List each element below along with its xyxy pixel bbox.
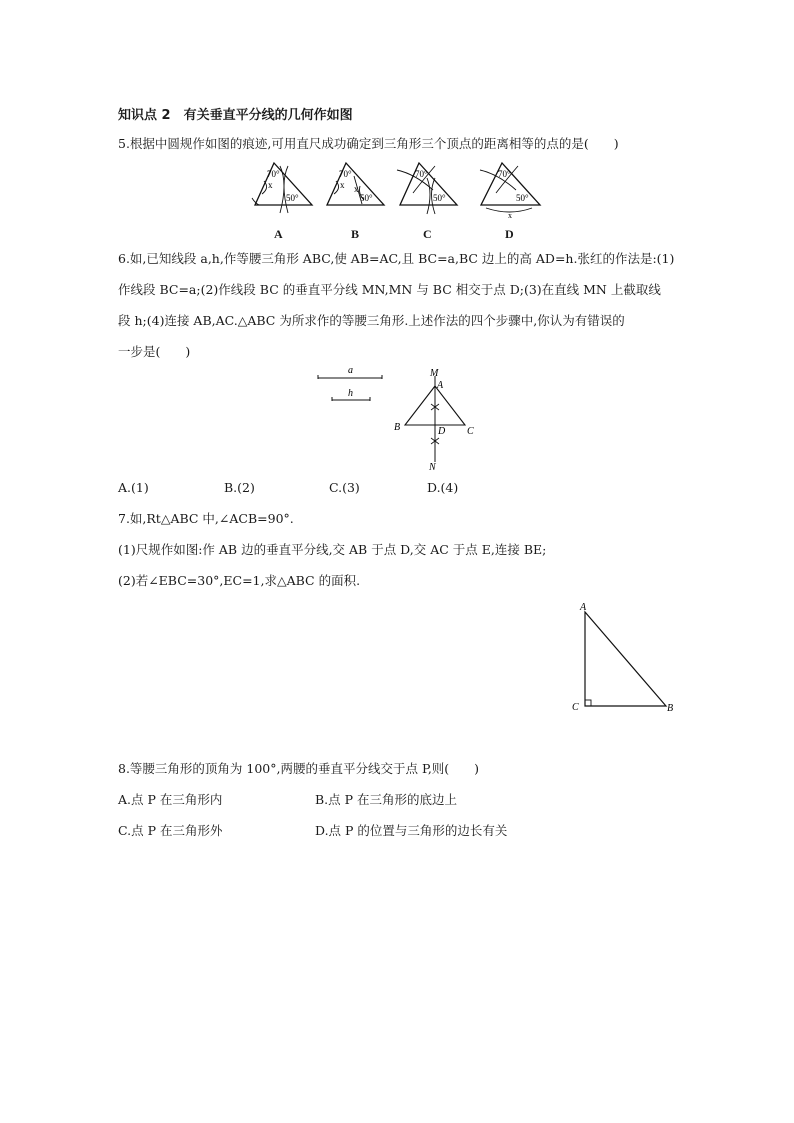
q7-point-c-label: C bbox=[572, 702, 579, 713]
segment-h-label: h bbox=[348, 388, 353, 399]
q5-label-a: A bbox=[274, 227, 283, 241]
question-6-line-4: 一步是( ) bbox=[118, 344, 191, 359]
svg-text:x: x bbox=[354, 184, 359, 194]
q5-label-c: C bbox=[423, 227, 432, 241]
q8-option-a: A.点 P 在三角形内 bbox=[118, 792, 223, 807]
q5-d-bottom-angle: 50° bbox=[516, 193, 529, 203]
svg-text:x: x bbox=[340, 180, 345, 190]
q5-c-bottom-angle: 50° bbox=[433, 193, 446, 203]
q8-option-b: B.点 P 在三角形的底边上 bbox=[315, 792, 458, 807]
svg-text:x: x bbox=[268, 180, 273, 190]
svg-text:x: x bbox=[508, 211, 512, 220]
point-n-label: N bbox=[429, 462, 436, 473]
q8-option-d: D.点 P 的位置与三角形的边长有关 bbox=[315, 823, 508, 838]
question-7-part-2: (2)若∠EBC=30°,EC=1,求△ABC 的面积. bbox=[118, 573, 361, 588]
point-d-label: D bbox=[438, 426, 446, 437]
point-m-label: M bbox=[430, 368, 439, 379]
q5-figure-c bbox=[395, 158, 461, 222]
question-8-text: 8.等腰三角形的顶角为 100°,两腰的垂直平分线交于点 P,则( ) bbox=[118, 761, 480, 776]
q7-triangle-figure bbox=[570, 598, 682, 720]
point-a-label: A bbox=[437, 380, 444, 391]
q6-option-d: D.(4) bbox=[427, 480, 459, 495]
q7-point-b-label: B bbox=[667, 703, 674, 714]
q5-label-b: B bbox=[351, 227, 360, 241]
question-5-text: 5.根据中圆规作如图的痕迹,可用直尺成功确定到三角形三个顶点的距离相等的点的是( ) bbox=[118, 136, 619, 151]
question-7-part-1: (1)尺规作如图:作 AB 边的垂直平分线,交 AB 于点 D,交 AC 于点 E,连接 BE; bbox=[118, 542, 547, 557]
q5-d-top-angle: 70° bbox=[498, 169, 511, 179]
q5-c-top-angle: 70° bbox=[415, 169, 428, 179]
section-title: 知识点 2 有关垂直平分线的几何作如图 bbox=[118, 108, 353, 123]
segment-a-label: a bbox=[348, 365, 353, 376]
q5-a-bottom-angle: 50° bbox=[286, 193, 299, 203]
q6-segments bbox=[314, 362, 394, 408]
question-6-line-3: 段 h;(4)连接 AB,AC.△ABC 为所求作的等腰三角形.上述作法的四个步骤中,你认为有错误的 bbox=[118, 313, 625, 328]
point-c-label: C bbox=[467, 426, 474, 437]
q5-b-bottom-angle: 50° bbox=[360, 193, 373, 203]
q7-point-a-label: A bbox=[580, 602, 587, 613]
q6-option-b: B.(2) bbox=[224, 480, 255, 495]
q5-figure-a bbox=[250, 158, 316, 222]
q6-triangle-figure bbox=[392, 366, 484, 478]
q6-option-c: C.(3) bbox=[329, 480, 360, 495]
question-6-line-2: 作线段 BC=a;(2)作线段 BC 的垂直平分线 MN,MN 与 BC 相交于点 D;(3)在直线 MN 上截取线 bbox=[118, 282, 661, 297]
q6-option-a: A.(1) bbox=[118, 480, 149, 495]
q5-figure-d bbox=[474, 158, 544, 224]
q5-figure-b bbox=[322, 158, 388, 222]
q5-b-top-angle: 70° bbox=[339, 169, 352, 179]
q8-option-c: C.点 P 在三角形外 bbox=[118, 823, 223, 838]
point-b-label: B bbox=[394, 422, 401, 433]
question-6-line-1: 6.如,已知线段 a,h,作等腰三角形 ABC,使 AB=AC,且 BC=a,BC 边上的高 AD=h.张红的作法是:(1) bbox=[118, 251, 675, 266]
question-7-text: 7.如,Rt△ABC 中,∠ACB=90°. bbox=[118, 511, 294, 526]
q5-a-top-angle: 70° bbox=[267, 169, 280, 179]
q5-label-d: D bbox=[505, 227, 514, 241]
